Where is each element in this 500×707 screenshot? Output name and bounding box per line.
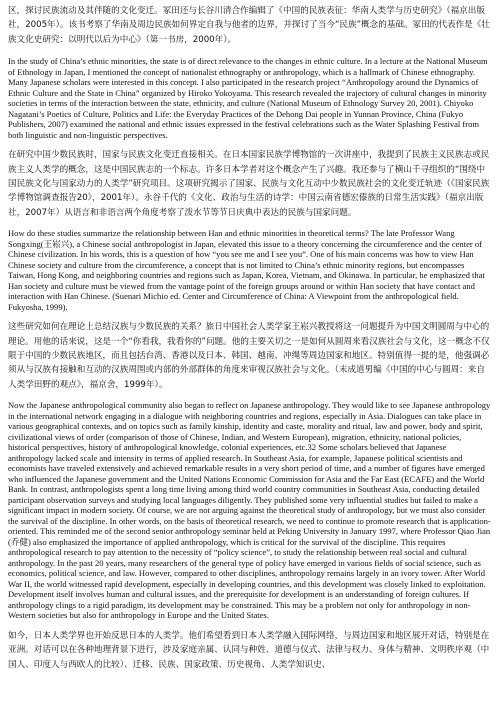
paragraph-zh-3: 这些研究如何在理论上总结汉族与少数民族的关系？旅日中国社会人类学家王崧兴教授将这一问题提升为中国文明圆周与中心的理论。用他的话来说，这是一个“你看我，我看你的”问题。他的主要关切之一是如何从圆周来看汉族社会与文化，这一概念不仅限于中国的少数民族地区，而且包括台湾、香港以及日本、韩国、越南、冲绳等周边国家和地区。特别值得一提的是，他强调必须从与汉族有接触和互动的汉族周围或内部的外部群体的角度来审视汉族社会与文化。（末成道男编《中国的中心与圆周：来自人类学田野的观点》，福京舍，1999年）。 [8,322,490,390]
paragraph-zh-2: 在研究中国少数民族时，国家与民族文化变迁直接相关。在日本国家民族学博物馆的一次讲座中，我提到了民族主义民族志或民族主义人类学的概念，这是中国民族志的一个标志。许多日本学者对这个概念产生了兴趣。我还参与了横山千寻组织的“围绕中国民族文化与国家动力的人类学”研究项目。这项研究揭示了国家、民族与文化互动中少数民族社会的文化变迁轨迹（《国家民族学博物馆调查报告20》，2001年）。永谷千代的《文化、政治与生活的诗学：中国云南省德宏傣族的日常生活实践》（福京出版社，2007年）从语言和非语言两个角度考察了泼水节等节日庆典中表达的民族与国家问题。 [8,150,490,218]
paragraph-en-3: Now the Japanese anthropological community also began to reflect on Japanese anthropology. They would like to see Japanese anthropology in the international network engaging in a dialogue with neighboring countries and regions, especially in Asia. Dialogues can take place in various geographical contexts, and on topics such as family kinship, identity and caste, morality and ritual, law and power, body and spirit, civilizational views of order (comparison of those of Chinese, Indian, and Western European), migration, ethnicity, national policies, historical perspectives, history of anthropological knowledge, colonial experiences, etc.32 Some scholars believed that Japanese anthropology lacked scale and intensity in terms of applied research. In Southeast Asia, for example, Japanese political scientists and economists have traveled extensively and achieved remarkable results in a very short period of time, and a number of figures have emerged who influenced the Japanese government and the United Nations Economic Commission for Asia and the Far East (ECAFE) and the World Bank. In contrast, anthropologists spent a long time living among third world country communities in Southeast Asia, conducting detailed participant observation surveys and studying local languages diligently. They published some very influential studies but failed to make a significant impact in modern society. Of course, we are not arguing against the theoretical study of anthropology, but we must also consider the survival of the discipline. In other words, on the basis of theoretical research, we need to continue to promote research that is application-oriented. This reminded me of the second senior anthropology seminar held at Peking University in January 1997, where Professor Qiao Jian (乔健) also emphasized the importance of applied anthropology, which is critical for the survival of the discipline. This requires anthropological research to pay attention to the necessity of “policy science”, to study the relationship between real social and cultural anthropology. In the past 20 years, many researchers of the general type of policy have emerged in various fields of social science, such as economics, political science, and law. However, compared to other disciplines, anthropology remains largely in an ivory tower. After World War II, the world witnessed rapid development, especially in developing countries, and this development was closely linked to exploitation. Development itself involves human and cultural issues, and the prerequisite for development is an understanding of foreign cultures. If anthropology clings to a rigid paradigm, its development may be constrained. This may be a problem not only for anthropology in non-Western societies but also for anthropology in Europe and the United States. [8,400,491,621]
paragraph-zh-1: 区，探讨民族流动及其伴随的文化变迁。冢田还与长谷川清合作编辑了《中国的民族表征：华南人类学与历史研究》（福京出版社，2005年）。该书考察了华南及周边民族如何界定自我与他者的边界，并探讨了当今“民族”概念的基础。冢田的代表作是《壮族文化史研究：以明代以后为中心》（第一书房，2000年）。 [8,6,490,45]
paragraph-en-1: In the study of China’s ethnic minorities, the state is of direct relevance to the changes in ethnic culture. In a lecture at the National Museum of Ethnology in Japan, I mentioned the concept of nationalist ethnography or anthropology, which is a hallmark of Chinese ethnography. Many Japanese scholars were interested in this concept. I also participated in the research project “Anthropology around the Dynamics of Ethnic Culture and the State in China” organized by Hiroko Yokoyama. This research revealed the trajectory of cultural changes in minority societies in terms of the interaction between the state, ethnicity, and culture (National Museum of Ethnology Survey 20, 2001). Chiyoko Nagatani’s Poetics of Culture, Politics and Life: the Everyday Practices of the Dehong Dai people in Yunnan Province, China (Fukyo Publishers, 2007) examined the national and ethnic issues expressed in the festival celebrations such as the Water Splashing Festival from both linguistic and non-linguistic perspectives. [8,56,488,140]
paragraph-en-2: How do these studies summarize the relationship between Han and ethnic minorities in theoretical terms? The late Professor Wang Songxing(王崧兴), a Chinese social anthropologist in Japan, elevated this issue to a theory concerning the circumference and the center of Chinese civilization. In his words, this is a question of how “you see me and I see you”. One of his main concerns was how to view Han Chinese society and culture from the circumference, a concept that is not limited to China’s ethnic minority regions, but encompasses Taiwan, Hong Kong, and neighboring countries and regions such as Japan, Korea, Vietnam, and Okinawa. In particular, he emphasized that Han society and culture must be viewed from the vantage point of the foreign groups around or within Han society that have contact and interaction with Han Chinese. (Suenari Michio ed. Center and Circumference of China: A Viewpoint from the anthropological field. Fukyosha, 1999). [8,228,485,312]
paragraph-zh-4: 如今，日本人类学界也开始反思日本的人类学。他们希望看到日本人类学融入国际网络，与周边国家和地区展开对话，特别是在亚洲。对话可以在各种地理背景下进行，涉及家庭亲属、认同与种姓、道德与仪式、法律与权力、身体与精神、文明秩序观（中国人、印度人与西欧人的比较）、迁移、民族、国家政策、历史视角、人类学知识史、 [8,630,490,670]
